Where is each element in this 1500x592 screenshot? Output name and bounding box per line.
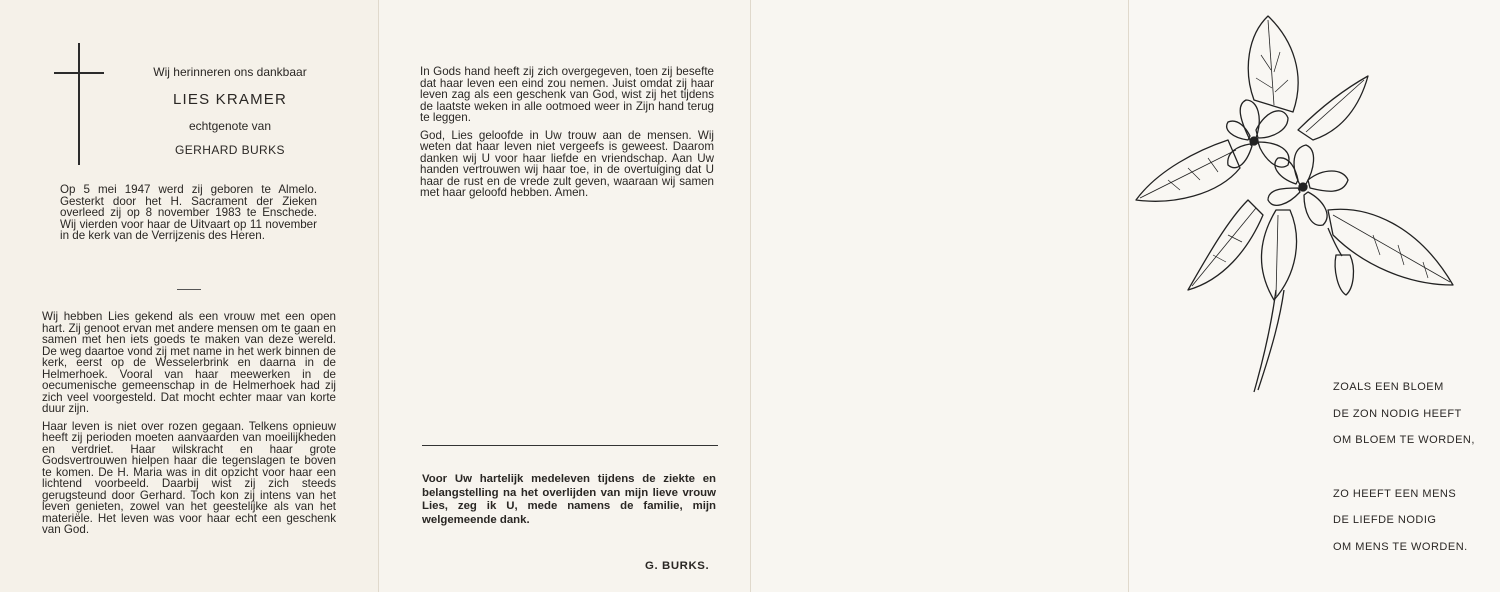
story-paragraph: Haar leven is niet over rozen gegaan. Telkens opnieuw heeft zij perioden moeten aanvaarden van moeilijkheden en verdriet. Haar wilskracht en haar grote Godsvertrouwen hielpen haar die tegenslagen te boven te komen. De H. Maria was in dit opzicht voor haar een lichtend voorbeeld. Daarbij wist zij zich steeds gerugsteund door Gerhard. Toch kon zij intens van het leven genieten, zowel van het geestelijke als van het materiële. Het leven was voor haar echt een geschenk van God. xyxy=(42,419,336,536)
flower-drawing-icon xyxy=(1128,0,1500,400)
biography-text: Op 5 mei 1947 werd zij geboren te Almelo. Gesterkt door het H. Sacrament der Zieken overleed zij op 8 november 1983 te Enschede. Wij vierden voor haar de Uitvaart op 11 november in de kerk van de Verrijzenis des Heren. xyxy=(60,183,317,242)
poem-line: OM BLOEM TE WORDEN, xyxy=(1333,434,1475,446)
card-panel-front xyxy=(0,0,378,592)
poem-line: ZOALS EEN BLOEM xyxy=(1333,381,1444,393)
fold-line xyxy=(1128,0,1129,592)
card-panel-inside xyxy=(378,0,750,592)
prayer-text xyxy=(420,66,714,205)
divider xyxy=(177,289,201,290)
poem-line: DE ZON NODIG HEEFT xyxy=(1333,408,1462,420)
thanks-text: Voor Uw hartelijk medeleven tijdens de ziekte en belangstelling na het overlijden van mijn lieve vrouw Lies, zeg ik U, mede namens de familie, mijn welgemeende dank. xyxy=(422,473,716,526)
poem-line: ZO HEEFT EEN MENS xyxy=(1333,488,1457,500)
card-panel-poem xyxy=(1128,0,1500,592)
card-panel-blank xyxy=(750,0,1128,592)
husband-name: GERHARD BURKS xyxy=(175,143,285,157)
intro-line: Wij herinneren ons dankbaar xyxy=(153,65,307,79)
fold-line xyxy=(378,0,379,592)
spouse-label: echtgenote van xyxy=(188,119,272,133)
signature: G. BURKS. xyxy=(645,560,710,572)
prayer-paragraph: In Gods hand heeft zij zich overgegeven, toen zij besefte dat haar leven een eind zou nemen. Juist omdat zij haar leven zag als een geschenk van God, wist zij het tijdens de laatste weken in alle ootmoed weer in Zijn hand terug te leggen. xyxy=(420,65,714,124)
story-paragraph: Wij hebben Lies gekend als een vrouw met een open hart. Zij genoot ervan met andere mensen om te gaan en samen met hen iets goeds te maken van deze wereld. De weg daartoe vond zij met name in het werk binnen de kerk, eerst op de Wesselerbrink en daarna in de Helmerhoek. Vooral van haar meewerken in de oecumenische gemeenschap in de Helmerhoek had zij zich veel voorgesteld. Dat mocht echter maar van korte duur zijn. xyxy=(42,310,336,415)
separator-rule xyxy=(422,445,718,446)
fold-line xyxy=(750,0,751,592)
deceased-name: LIES KRAMER xyxy=(172,91,288,108)
prayer-paragraph: God, Lies geloofde in Uw trouw aan de mensen. Wij weten dat haar leven niet vergeefs is geweest. Daarom danken wij U voor haar liefde en vriendschap. Aan Uw handen vertrouwen wij haar toe, in de overtuiging dat U haar de rust en de vrede zult geven, waaraan wij samen met haar geloofd hebben. Amen. xyxy=(420,128,714,199)
poem-line: OM MENS TE WORDEN. xyxy=(1333,541,1468,553)
poem-line: DE LIEFDE NODIG xyxy=(1333,514,1437,526)
life-story xyxy=(42,311,336,542)
